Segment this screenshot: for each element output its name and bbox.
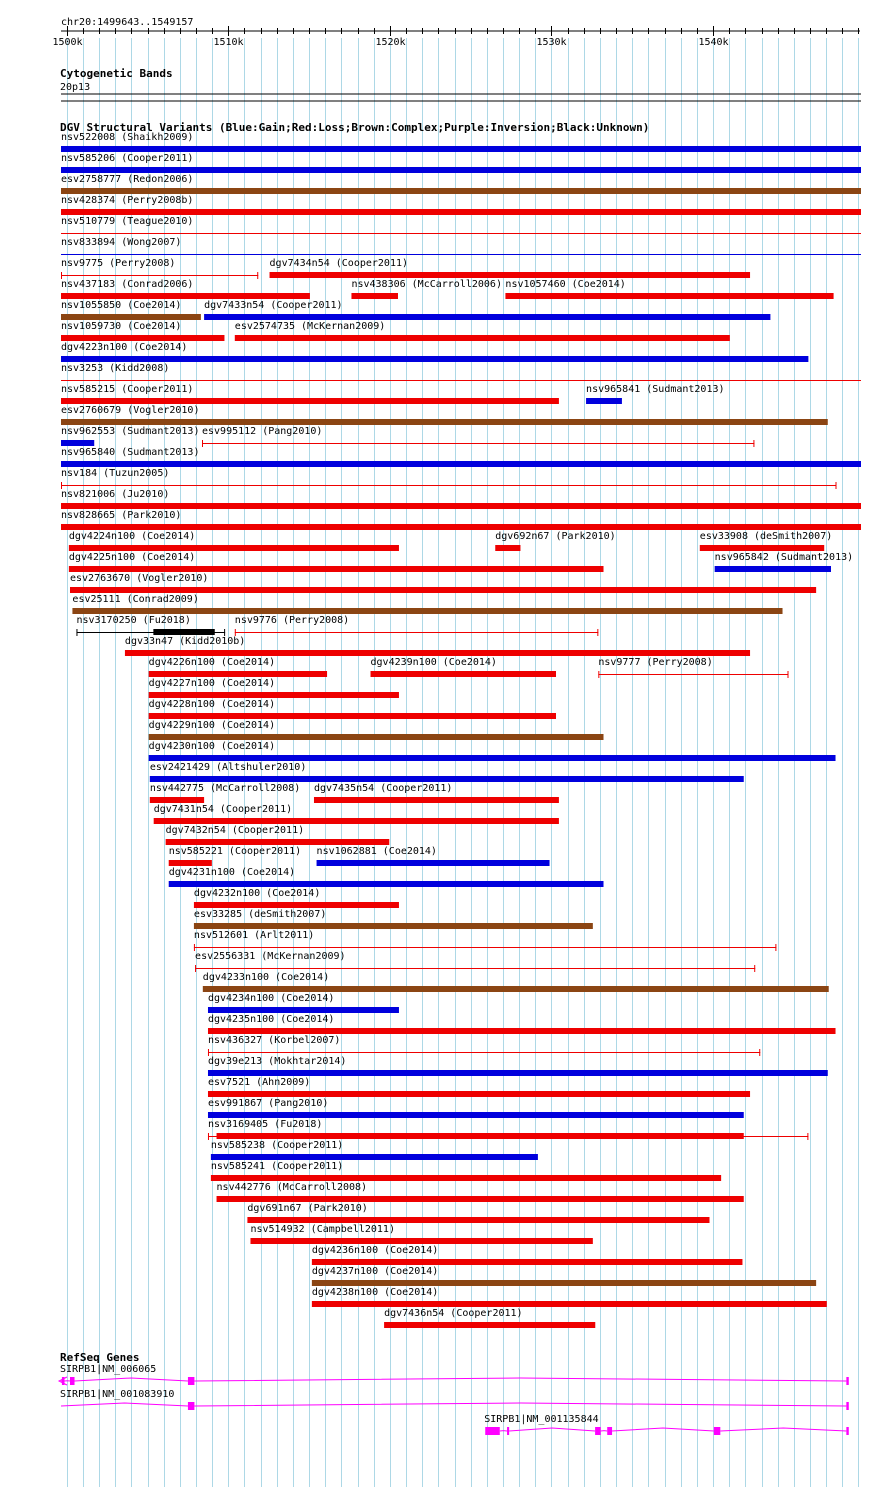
variant-feature[interactable] bbox=[166, 825, 390, 845]
dgv-track-title: DGV Structural Variants (Blue:Gain;Red:Loss;Brown:Complex;Purple:Inversion;Black:Unknown) bbox=[60, 121, 650, 134]
variant-bar bbox=[149, 734, 604, 740]
gene-label: SIRPB1|NM_006065 bbox=[60, 1364, 157, 1375]
gene-label: SIRPB1|NM_001135844 bbox=[484, 1414, 599, 1425]
variant-bar bbox=[208, 1112, 744, 1118]
variant-label: dgv33n47 (Kidd2010b) bbox=[124, 636, 246, 647]
variant-label: nsv437183 (Conrad2006) bbox=[61, 279, 194, 290]
ruler-tick-label: 1510k bbox=[213, 37, 244, 48]
variant-feature[interactable] bbox=[700, 531, 832, 551]
variant-bar bbox=[208, 1028, 836, 1034]
variant-bar bbox=[495, 545, 520, 551]
variant-label: nsv585215 (Cooper2011) bbox=[61, 384, 194, 395]
variant-label: esv25111 (Conrad2009) bbox=[72, 594, 199, 605]
variant-label: dgv4223n100 (Coe2014) bbox=[61, 342, 188, 353]
variant-feature[interactable] bbox=[208, 1119, 808, 1140]
variant-bar bbox=[61, 335, 224, 341]
variant-feature[interactable] bbox=[61, 153, 861, 173]
variant-label: nsv833894 (Wong2007) bbox=[61, 237, 182, 248]
variant-feature[interactable] bbox=[61, 405, 828, 425]
variant-label: nsv9777 (Perry2008) bbox=[598, 657, 713, 668]
variant-bar bbox=[61, 419, 828, 425]
variant-label: esv991867 (Pang2010) bbox=[207, 1098, 329, 1109]
variant-feature[interactable] bbox=[125, 636, 750, 656]
gene-intron-line bbox=[194, 1378, 846, 1381]
coordinate-ruler[interactable] bbox=[52, 17, 860, 48]
variant-label: dgv4238n100 (Coe2014) bbox=[311, 1287, 439, 1298]
variant-bar bbox=[61, 167, 861, 173]
variant-feature[interactable] bbox=[149, 657, 327, 677]
variant-feature[interactable] bbox=[715, 552, 853, 572]
variant-bar bbox=[217, 1133, 744, 1139]
variant-label: nsv436327 (Korbel2007) bbox=[207, 1035, 341, 1046]
gene-exon bbox=[70, 1377, 75, 1385]
variant-label: dgv7436n54 (Cooper2011) bbox=[384, 1308, 523, 1319]
variant-label: dgv4237n100 (Coe2014) bbox=[311, 1266, 439, 1277]
variant-label: dgv4233n100 (Coe2014) bbox=[202, 972, 330, 983]
variant-label: nsv1059730 (Coe2014) bbox=[61, 321, 182, 332]
variant-bar bbox=[194, 902, 399, 908]
variant-label: dgv4227n100 (Coe2014) bbox=[148, 678, 276, 689]
variant-bar bbox=[69, 545, 399, 551]
variant-label: nsv9775 (Perry2008) bbox=[61, 258, 176, 269]
variant-label: dgv4239n100 (Coe2014) bbox=[370, 657, 497, 668]
variant-feature[interactable] bbox=[61, 426, 199, 446]
variant-bar bbox=[208, 1091, 750, 1097]
variant-feature[interactable] bbox=[208, 1077, 750, 1097]
variant-bar bbox=[312, 1280, 816, 1286]
variant-bar bbox=[154, 818, 559, 824]
variant-feature[interactable] bbox=[598, 657, 788, 678]
variant-label: dgv7432n54 (Cooper2011) bbox=[165, 825, 305, 836]
variant-feature[interactable] bbox=[312, 1245, 743, 1265]
variant-feature[interactable] bbox=[61, 132, 861, 152]
variant-bar bbox=[270, 272, 751, 278]
variant-feature[interactable] bbox=[314, 783, 559, 803]
variant-feature[interactable] bbox=[149, 678, 399, 698]
variant-label: dgv4232n100 (Coe2014) bbox=[193, 888, 321, 899]
variant-label: esv2763670 (Vogler2010) bbox=[69, 573, 209, 584]
ruler-tick-label: 1500k bbox=[52, 37, 83, 48]
gene-exon bbox=[485, 1427, 500, 1435]
variant-bar bbox=[61, 146, 861, 152]
variant-feature[interactable] bbox=[203, 972, 829, 992]
variant-bar bbox=[61, 440, 94, 446]
variant-label: dgv4228n100 (Coe2014) bbox=[148, 699, 276, 710]
variant-bar bbox=[150, 797, 204, 803]
variant-bar bbox=[700, 545, 824, 551]
variant-label: nsv438306 (McCarroll2006) bbox=[351, 279, 502, 290]
variant-bar bbox=[211, 1154, 538, 1160]
variant-label: dgv4230n100 (Coe2014) bbox=[148, 741, 276, 752]
variant-feature[interactable] bbox=[247, 1203, 709, 1223]
variant-feature[interactable] bbox=[61, 174, 861, 194]
variant-bar bbox=[61, 524, 861, 530]
variant-feature[interactable] bbox=[351, 279, 502, 299]
variant-feature[interactable] bbox=[211, 1161, 721, 1181]
variant-label: dgv4224n100 (Coe2014) bbox=[68, 531, 196, 542]
variant-label: nsv585238 (Cooper2011) bbox=[210, 1140, 344, 1151]
variant-label: esv33285 (deSmith2007) bbox=[193, 909, 327, 920]
variant-feature[interactable] bbox=[312, 1266, 816, 1286]
variant-bar bbox=[351, 293, 398, 299]
variant-feature[interactable] bbox=[194, 888, 399, 908]
variant-label: esv995112 (Pang2010) bbox=[202, 426, 323, 437]
variant-label: nsv3169405 (Fu2018) bbox=[207, 1119, 323, 1130]
gene-exon bbox=[188, 1402, 194, 1410]
gene-exon bbox=[507, 1427, 509, 1435]
variant-bar bbox=[314, 797, 559, 803]
variant-label: nsv514932 (Campbell2011) bbox=[250, 1224, 395, 1235]
variant-feature[interactable] bbox=[169, 846, 301, 866]
variant-label: nsv428374 (Perry2008b) bbox=[61, 195, 194, 206]
cytogenetic-bands-title: Cytogenetic Bands bbox=[60, 67, 173, 80]
variant-bar bbox=[61, 356, 808, 362]
variant-bar bbox=[149, 671, 327, 677]
variant-bar bbox=[61, 503, 861, 509]
variant-feature[interactable] bbox=[317, 846, 550, 866]
variant-label: nsv1055850 (Coe2014) bbox=[61, 300, 182, 311]
gene-exon bbox=[846, 1402, 848, 1410]
variant-bar bbox=[317, 860, 550, 866]
gene-exon bbox=[188, 1377, 194, 1385]
variant-label: nsv3253 (Kidd2008) bbox=[61, 363, 170, 374]
gene-feature[interactable] bbox=[59, 1364, 849, 1385]
variant-bar bbox=[169, 860, 212, 866]
variant-bar bbox=[61, 188, 861, 194]
variant-feature[interactable] bbox=[61, 300, 201, 320]
variant-feature[interactable] bbox=[194, 930, 776, 951]
variant-bar bbox=[203, 986, 829, 992]
variant-feature[interactable] bbox=[208, 1014, 836, 1034]
variant-bar bbox=[149, 713, 556, 719]
variant-bar bbox=[312, 1259, 743, 1265]
variant-label: nsv442776 (McCarroll2008) bbox=[216, 1182, 368, 1193]
variant-bar bbox=[149, 755, 836, 761]
variant-label: dgv4225n100 (Coe2014) bbox=[68, 552, 196, 563]
variant-feature[interactable] bbox=[61, 468, 836, 489]
variant-feature[interactable] bbox=[70, 573, 816, 593]
gene-intron-line bbox=[720, 1428, 846, 1431]
variant-feature[interactable] bbox=[270, 258, 751, 278]
variant-bar bbox=[250, 1238, 592, 1244]
variant-label: nsv1062881 (Coe2014) bbox=[316, 846, 437, 857]
variant-feature[interactable] bbox=[235, 615, 599, 636]
variant-feature[interactable] bbox=[169, 867, 604, 887]
variant-feature[interactable] bbox=[61, 510, 861, 530]
variant-bar bbox=[166, 839, 390, 845]
ruler-tick-label: 1540k bbox=[698, 37, 729, 48]
variant-label: nsv442775 (McCarroll2008) bbox=[149, 783, 301, 794]
variant-label: dgv4234n100 (Coe2014) bbox=[207, 993, 335, 1004]
variant-bar bbox=[505, 293, 833, 299]
gene-exon bbox=[714, 1427, 720, 1435]
variant-bar bbox=[217, 1196, 744, 1202]
variant-label: nsv965841 (Sudmant2013) bbox=[586, 384, 725, 395]
variant-feature[interactable] bbox=[495, 531, 615, 551]
gene-intron-line bbox=[194, 1403, 846, 1406]
variant-feature[interactable] bbox=[61, 447, 861, 467]
variant-feature[interactable] bbox=[217, 1182, 744, 1202]
variant-feature[interactable] bbox=[72, 594, 782, 614]
variant-label: dgv7434n54 (Cooper2011) bbox=[269, 258, 409, 269]
variant-label: nsv9776 (Perry2008) bbox=[234, 615, 350, 626]
variant-label: nsv512601 (Arlt2011) bbox=[193, 930, 315, 941]
variant-bar bbox=[312, 1301, 827, 1307]
variant-label: dgv4229n100 (Coe2014) bbox=[148, 720, 276, 731]
variant-label: esv2574735 (McKernan2009) bbox=[234, 321, 386, 332]
variant-bar bbox=[61, 293, 310, 299]
variant-bar bbox=[384, 1322, 595, 1328]
variant-bar bbox=[70, 587, 816, 593]
gene-exon bbox=[607, 1427, 612, 1435]
variant-feature[interactable] bbox=[61, 195, 861, 215]
variant-feature[interactable] bbox=[312, 1287, 827, 1307]
variant-bar bbox=[204, 314, 770, 320]
variant-feature[interactable] bbox=[150, 762, 744, 782]
variant-label: nsv1057460 (Coe2014) bbox=[505, 279, 626, 290]
variant-bar bbox=[149, 692, 399, 698]
variant-feature[interactable] bbox=[61, 342, 808, 362]
variant-bar bbox=[61, 461, 861, 467]
variant-label: dgv4231n100 (Coe2014) bbox=[168, 867, 296, 878]
gene-intron-line bbox=[509, 1428, 595, 1431]
variant-feature[interactable] bbox=[61, 279, 310, 299]
variant-bar bbox=[61, 314, 201, 320]
variant-feature[interactable] bbox=[208, 993, 399, 1013]
variant-bar bbox=[61, 209, 861, 215]
ruler-tick-label: 1520k bbox=[375, 37, 406, 48]
variant-feature[interactable] bbox=[69, 552, 604, 572]
variant-feature[interactable] bbox=[69, 531, 399, 551]
variant-label: dgv4226n100 (Coe2014) bbox=[148, 657, 276, 668]
variant-feature[interactable] bbox=[76, 615, 225, 636]
variant-bar bbox=[194, 923, 593, 929]
cytoband-label: 20p13 bbox=[60, 82, 91, 93]
variant-feature[interactable] bbox=[250, 1224, 592, 1244]
variant-feature[interactable] bbox=[149, 699, 556, 719]
variant-feature[interactable] bbox=[61, 321, 224, 341]
variant-label: nsv821006 (Ju2010) bbox=[61, 489, 170, 500]
variant-label: dgv7433n54 (Cooper2011) bbox=[204, 300, 343, 311]
variant-bar bbox=[235, 335, 730, 341]
gene-label: SIRPB1|NM_001083910 bbox=[60, 1389, 175, 1400]
variant-feature[interactable] bbox=[154, 804, 559, 824]
variant-feature[interactable] bbox=[195, 951, 755, 972]
refseq-features bbox=[59, 1364, 849, 1435]
variant-label: dgv39e213 (Mokhtar2014) bbox=[207, 1056, 347, 1067]
variant-feature[interactable] bbox=[149, 741, 836, 761]
variant-feature[interactable] bbox=[202, 426, 754, 447]
gene-intron-line bbox=[61, 1403, 188, 1406]
variant-label: dgv4235n100 (Coe2014) bbox=[207, 1014, 335, 1025]
ruler-tick-label: 1530k bbox=[536, 37, 567, 48]
variant-bar bbox=[211, 1175, 721, 1181]
variant-label: dgv7435n54 (Cooper2011) bbox=[313, 783, 453, 794]
variant-feature[interactable] bbox=[208, 1098, 744, 1118]
variant-label: nsv828665 (Park2010) bbox=[61, 510, 182, 521]
variant-bar bbox=[125, 650, 750, 656]
variant-bar bbox=[153, 629, 214, 635]
variant-feature[interactable] bbox=[586, 384, 724, 404]
variant-bar bbox=[208, 1070, 828, 1076]
variant-label: nsv510779 (Teague2010) bbox=[61, 216, 194, 227]
gene-exon bbox=[846, 1377, 848, 1385]
variant-feature[interactable] bbox=[371, 657, 556, 677]
variant-feature[interactable] bbox=[505, 279, 833, 299]
refseq-genes-title: RefSeq Genes bbox=[60, 1351, 140, 1364]
variant-feature[interactable] bbox=[208, 1056, 828, 1076]
gene-exon bbox=[595, 1427, 601, 1435]
variant-label: dgv692n67 (Park2010) bbox=[495, 531, 616, 542]
variant-label: nsv585206 (Cooper2011) bbox=[61, 153, 194, 164]
variant-bar bbox=[247, 1217, 709, 1223]
gene-exon bbox=[846, 1427, 848, 1435]
variant-label: dgv4236n100 (Coe2014) bbox=[311, 1245, 439, 1256]
variant-bar bbox=[715, 566, 831, 572]
variant-label: dgv7431n54 (Cooper2011) bbox=[153, 804, 293, 815]
variant-feature[interactable] bbox=[384, 1308, 595, 1328]
region-label: chr20:1499643..1549157 bbox=[61, 17, 194, 28]
variant-bar bbox=[586, 398, 622, 404]
gene-intron-line bbox=[612, 1428, 714, 1431]
variant-bar bbox=[371, 671, 556, 677]
variant-label: esv2758777 (Redon2006) bbox=[61, 174, 194, 185]
variant-bar bbox=[208, 1007, 399, 1013]
variant-bar bbox=[72, 608, 782, 614]
refseq-genes-track[interactable] bbox=[59, 1351, 849, 1435]
variant-label: dgv691n67 (Park2010) bbox=[247, 1203, 368, 1214]
variant-label: nsv522008 (Shaikh2009) bbox=[61, 132, 194, 143]
gene-feature[interactable] bbox=[60, 1389, 849, 1410]
variant-label: nsv965840 (Sudmant2013) bbox=[61, 447, 200, 458]
variant-bar bbox=[69, 566, 604, 572]
variant-feature[interactable] bbox=[208, 1035, 760, 1056]
variant-label: nsv184 (Tuzun2005) bbox=[61, 468, 170, 479]
variant-feature[interactable] bbox=[235, 321, 730, 341]
variant-label: nsv3170250 (Fu2018) bbox=[76, 615, 191, 626]
variant-label: esv33908 (deSmith2007) bbox=[699, 531, 833, 542]
variant-bar bbox=[169, 881, 604, 887]
variant-bar bbox=[61, 398, 559, 404]
variant-label: nsv585241 (Cooper2011) bbox=[210, 1161, 344, 1172]
variant-label: esv7521 (Ahn2009) bbox=[207, 1077, 311, 1088]
variant-label: nsv585221 (Cooper2011) bbox=[168, 846, 302, 857]
variant-label: nsv962553 (Sudmant2013) bbox=[61, 426, 200, 437]
variant-bar bbox=[150, 776, 744, 782]
variant-label: esv2556331 (McKernan2009) bbox=[195, 951, 346, 962]
variant-label: esv2421429 (Altshuler2010) bbox=[149, 762, 307, 773]
variant-label: nsv965842 (Sudmant2013) bbox=[714, 552, 854, 563]
variant-label: esv2760679 (Vogler2010) bbox=[61, 405, 200, 416]
variant-feature[interactable] bbox=[194, 909, 593, 929]
